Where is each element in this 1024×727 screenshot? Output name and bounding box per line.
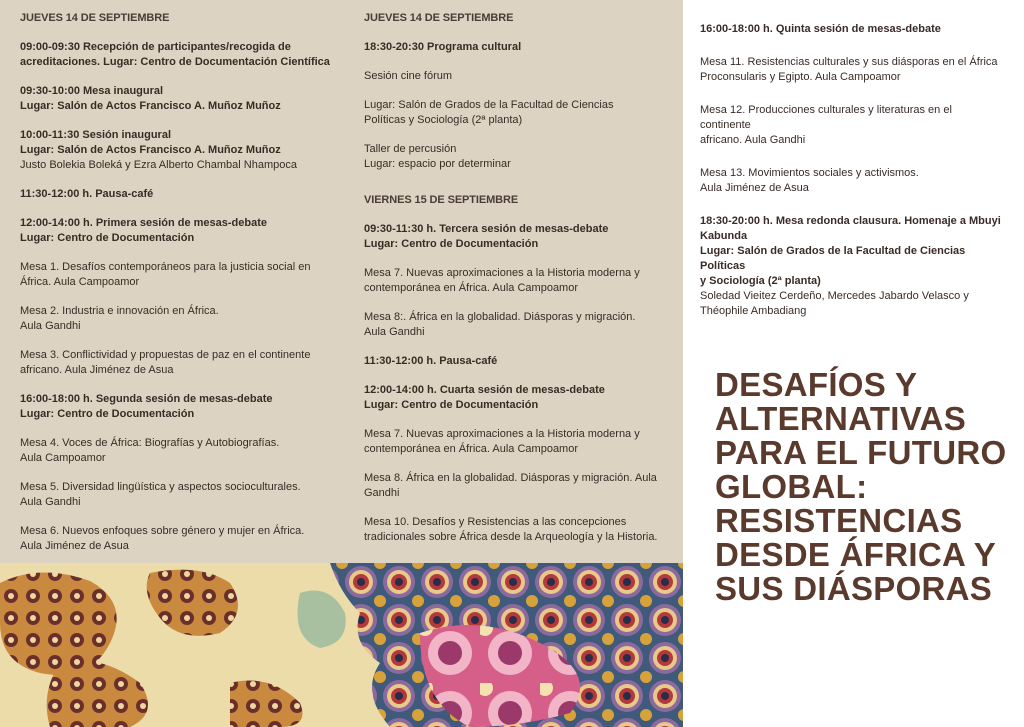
entry-bold-line: Lugar: Centro de Documentación [364, 399, 539, 411]
entry-text-line: Soledad Vieitez Cerdeño, Mercedes Jabardo Velasco y [700, 290, 969, 302]
entry-text-line: Aula Jiménez de Asua [20, 540, 129, 552]
entry-text-line: Mesa 2. Industria e innovación en África. [20, 305, 219, 317]
entry-bold-line: 16:00-18:00 h. Segunda sesión de mesas-debate [20, 393, 273, 405]
program-entry [20, 40, 340, 70]
entry-text-line: Lugar: espacio por determinar [364, 158, 511, 170]
entry-bold-line: 09:30-10:00 Mesa inaugural [20, 85, 164, 97]
entry-text-line: africano. Aula Gandhi [700, 134, 806, 146]
entry-bold-line: 16:00-18:00 h. Quinta sesión de mesas-debate [700, 23, 941, 35]
entry-text-line: Taller de percusión [364, 143, 457, 155]
entry-bold-line: Lugar: Centro de Documentación [364, 238, 539, 250]
program-column-2 [364, 12, 664, 559]
entry-text-line: Aula Gandhi [20, 496, 81, 508]
program-entry [364, 142, 664, 172]
entry-text-line: Mesa 3. Conflictividad y propuestas de paz en el continente [20, 349, 311, 361]
brochure-title [715, 368, 1015, 606]
entry-bold-line: Lugar: Salón de Grados de la Facultad de Ciencias Políticas [700, 245, 966, 272]
program-entry [20, 128, 340, 173]
program-entry [364, 471, 664, 501]
col2-blocks-friday [364, 222, 664, 545]
program-column-1 [20, 12, 340, 568]
title-line: ALTERNATIVAS [715, 400, 967, 437]
entry-bold-line: 09:00-09:30 Recepción de participantes/recogida de [20, 41, 291, 53]
entry-bold-line: Lugar: Salón de Actos Francisco A. Muñoz Muñoz [20, 100, 281, 112]
decorative-africa-map-pattern [0, 563, 683, 727]
program-entry [20, 524, 340, 554]
entry-text-line: Mesa 8:. África en la globalidad. Diásporas y migración. [364, 311, 636, 323]
entry-bold-line: y Sociología (2ª planta) [700, 275, 821, 287]
program-entry [364, 354, 664, 369]
program-entry [20, 84, 340, 114]
entry-text-line: Lugar: Salón de Grados de la Facultad de Ciencias [364, 99, 614, 111]
program-entry [364, 310, 664, 340]
entry-text-line: Aula Campoamor [20, 452, 106, 464]
entry-text-line: Mesa 10. Desafíos y Resistencias a las concepciones [364, 516, 627, 528]
entry-bold-line: 11:30-12:00 h. Pausa-café [364, 355, 498, 367]
title-line: PARA EL FUTURO [715, 434, 1007, 471]
program-entry [364, 515, 664, 545]
entry-bold-line: Lugar: Centro de Documentación [20, 232, 195, 244]
day-heading: JUEVES 14 DE SEPTIEMBRE [364, 12, 514, 24]
entry-text-line: Justo Bolekia Boleká y Ezra Alberto Chambal Nhampoca [20, 159, 297, 171]
program-entry [364, 222, 664, 252]
program-entry [20, 304, 340, 334]
program-entry [20, 187, 340, 202]
program-entry [364, 427, 664, 457]
program-entry [20, 480, 340, 510]
entry-text-line: Mesa 7. Nuevas aproximaciones a la Historia moderna y [364, 267, 640, 279]
program-entry [20, 436, 340, 466]
program-entry [364, 40, 664, 55]
entry-text-line: Mesa 12. Producciones culturales y literaturas en el continente [700, 104, 952, 131]
entry-bold-line: 18:30-20:00 h. Mesa redonda clausura. Homenaje a Mbuyi [700, 215, 1001, 227]
title-line: DESAFÍOS Y [715, 366, 918, 403]
col3-blocks [700, 22, 1005, 319]
entry-bold-line: 12:00-14:00 h. Cuarta sesión de mesas-debate [364, 384, 605, 396]
col1-blocks [20, 40, 340, 554]
entry-text-line: Mesa 8. África en la globalidad. Diásporas y migración. Aula [364, 472, 657, 484]
entry-bold-line: Kabunda [700, 230, 748, 242]
program-entry [700, 55, 1005, 85]
program-entry [20, 392, 340, 422]
entry-text-line: África. Aula Campoamor [20, 276, 140, 288]
program-entry [700, 166, 1005, 196]
entry-text-line: Théophile Ambadiang [700, 305, 807, 317]
program-entry [20, 216, 340, 246]
title-line: RESISTENCIAS [715, 502, 963, 539]
program-entry [700, 214, 1005, 319]
entry-text-line: Aula Jiménez de Asua [700, 182, 809, 194]
title-line: GLOBAL: [715, 468, 868, 505]
entry-text-line: Proconsularis y Egipto. Aula Campoamor [700, 71, 901, 83]
program-entry [700, 103, 1005, 148]
entry-text-line: contemporánea en África. Aula Campoamor [364, 443, 579, 455]
entry-bold-line: 10:00-11:30 Sesión inaugural [20, 129, 172, 141]
program-entry [20, 348, 340, 378]
title-line: DESDE ÁFRICA Y [715, 536, 997, 573]
entry-bold-line: 09:30-11:30 h. Tercera sesión de mesas-debate [364, 223, 609, 235]
entry-bold-line: acreditaciones. Lugar: Centro de Documentación Científica [20, 56, 330, 68]
program-entry [700, 22, 1005, 37]
entry-bold-line: Lugar: Salón de Actos Francisco A. Muñoz Muñoz [20, 144, 281, 156]
col2-blocks-thursday [364, 40, 664, 172]
entry-bold-line: Lugar: Centro de Documentación [20, 408, 195, 420]
program-entry [364, 69, 664, 84]
entry-bold-line: 11:30-12:00 h. Pausa-café [20, 188, 154, 200]
entry-text-line: Mesa 4. Voces de África: Biografías y Autobiografías. [20, 437, 280, 449]
entry-text-line: Mesa 7. Nuevas aproximaciones a la Historia moderna y [364, 428, 640, 440]
title-line: SUS DIÁSPORAS [715, 570, 993, 607]
entry-text-line: Mesa 11. Resistencias culturales y sus diásporas en el África [700, 56, 998, 68]
entry-text-line: Políticas y Sociología (2ª planta) [364, 114, 523, 126]
entry-text-line: Mesa 1. Desafíos contemporáneos para la justicia social en [20, 261, 311, 273]
day-heading: VIERNES 15 DE SEPTIEMBRE [364, 194, 519, 206]
entry-text-line: Aula Gandhi [20, 320, 81, 332]
entry-text-line: Gandhi [364, 487, 400, 499]
entry-bold-line: 12:00-14:00 h. Primera sesión de mesas-debate [20, 217, 268, 229]
entry-text-line: Mesa 5. Diversidad lingüística y aspectos socioculturales. [20, 481, 301, 493]
entry-text-line: contemporánea en África. Aula Campoamor [364, 282, 579, 294]
program-column-3 [700, 22, 1005, 337]
entry-text-line: Sesión cine fórum [364, 70, 453, 82]
program-entry [20, 260, 340, 290]
day-heading: JUEVES 14 DE SEPTIEMBRE [20, 12, 170, 24]
entry-text-line: Mesa 6. Nuevos enfoques sobre género y mujer en África. [20, 525, 305, 537]
entry-bold-line: 18:30-20:30 Programa cultural [364, 41, 522, 53]
program-entry [364, 98, 664, 128]
program-entry [364, 266, 664, 296]
entry-text-line: Mesa 13. Movimientos sociales y activismos. [700, 167, 919, 179]
entry-text-line: Aula Gandhi [364, 326, 425, 338]
program-entry [364, 383, 664, 413]
entry-text-line: africano. Aula Jiménez de Asua [20, 364, 174, 376]
entry-text-line: tradicionales sobre África desde la Arqueología y la Historia. [364, 531, 658, 543]
